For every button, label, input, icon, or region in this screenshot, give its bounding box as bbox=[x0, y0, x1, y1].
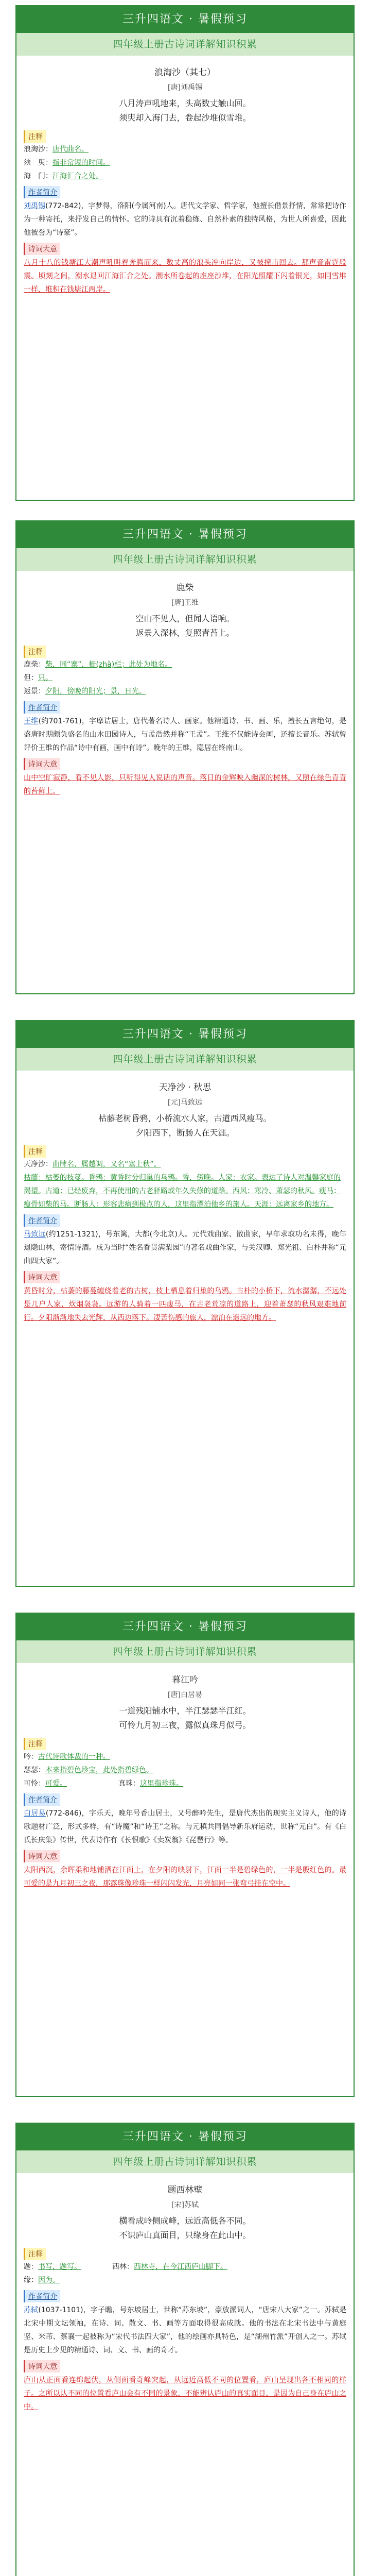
poem-author: [宋]苏轼 bbox=[171, 2201, 199, 2209]
poem-title: 浪淘沙（其七） bbox=[154, 67, 216, 78]
note-row bbox=[16, 143, 354, 156]
poem-block bbox=[16, 1663, 354, 1738]
note-value: 江海汇合之处。 bbox=[52, 172, 103, 180]
note-row bbox=[16, 1171, 354, 1211]
translation bbox=[16, 1283, 354, 1328]
note-value: 书写，题写。 bbox=[38, 2263, 81, 2271]
note-row bbox=[16, 1777, 354, 1790]
note-value: 西林寺，在今江西庐山脚下。 bbox=[134, 2263, 227, 2271]
bio-name: 王维 bbox=[24, 717, 39, 725]
bio-name: 刘禹锡 bbox=[24, 202, 46, 210]
translation-text: 八月十八的钱塘江大潮声吼叫着奔腾而来，数丈高的浪头冲向岸边，又被撞击回去。那声音雷霆般震。顷刻之间，潮水退回江海汇合之处。潮水所卷起的座座沙堆，在阳光照耀下闪着银光，如同雪堆一样，堆积在钱塘江两岸。 bbox=[24, 259, 346, 294]
note-value: 可爱。 bbox=[45, 1780, 67, 1788]
note-key: 天净沙： bbox=[24, 1160, 52, 1168]
poem-line: 一道残阳铺水中，半江瑟瑟半江红。 bbox=[119, 1706, 251, 1716]
notes-label: 注释 bbox=[24, 2248, 46, 2260]
note-key: 瑟瑟： bbox=[24, 1766, 45, 1774]
card-subheader: 四年级上册古诗词详解知识积累 bbox=[16, 2150, 354, 2173]
notes-label: 注释 bbox=[24, 1145, 46, 1158]
note-key: 吟： bbox=[24, 1753, 38, 1761]
card-subheader: 四年级上册古诗词详解知识积累 bbox=[16, 548, 354, 571]
bio-text: (1037-1101)，字子瞻，号东坡居士，世称“苏东坡”，豪放派词人，“唐宋八大家”之一。苏轼是北宋中期文坛领袖，在诗、词、散文、书、画等方面取得很高成就。他的书法在北宋书法中与黄庭坚、米芾、蔡襄一起被称为“宋代书法四大家”，他的绘画亦具特色，是“湖州竹派”开创人之一。苏轼是历史上少见的精通诗、词、文、书、画的奇才。 bbox=[24, 2306, 346, 2354]
bio-label: 作者简介 bbox=[24, 186, 60, 198]
card-subheader: 四年级上册古诗词详解知识积累 bbox=[16, 33, 354, 56]
poem-card-2 bbox=[15, 520, 355, 994]
note-value: 本来指碧色珍宝，此处指碧绿色。 bbox=[45, 1766, 153, 1774]
translation-label: 诗词大意 bbox=[24, 2360, 60, 2372]
poem-block bbox=[16, 571, 354, 646]
poem-line: 返景入深林，复照青苔上。 bbox=[135, 628, 235, 638]
card-header: 三升四语文 · 暑假预习 bbox=[16, 2124, 354, 2150]
bio-text: (约701-761)，字摩诘居士，唐代著名诗人、画家。他精通诗、书、画、乐，擅长五言绝句，是盛唐时期颇负盛名的山水田园诗人，与孟浩然并称“王孟”。王维不仅能诗会画，还擅长音乐。苏轼曾评价王维的作品“诗中有画，画中有诗”。晚年的王维，隐居在终南山。 bbox=[24, 717, 347, 752]
author-bio bbox=[16, 198, 354, 243]
note-row bbox=[16, 170, 354, 183]
bio-name: 马致远 bbox=[24, 1230, 46, 1239]
note-row bbox=[16, 1764, 354, 1777]
bio-label: 作者简介 bbox=[24, 1793, 60, 1806]
poem-author: [元]马致远 bbox=[168, 1098, 202, 1107]
note-row bbox=[16, 156, 354, 170]
note-key: 浪淘沙： bbox=[24, 145, 52, 154]
card-header: 三升四语文 · 暑假预习 bbox=[16, 1021, 354, 1048]
notes-label: 注释 bbox=[24, 646, 46, 658]
bio-label: 作者简介 bbox=[24, 2290, 60, 2302]
note-key: 海 门： bbox=[24, 172, 52, 180]
poem-line: 横看成岭侧成峰，远近高低各不同。 bbox=[119, 2216, 251, 2226]
card-subheader: 四年级上册古诗词详解知识积累 bbox=[16, 1640, 354, 1663]
poem-card-5 bbox=[15, 2123, 355, 2576]
poem-title: 鹿柴 bbox=[176, 583, 194, 593]
translation-label: 诗词大意 bbox=[24, 758, 60, 770]
poem-card-4 bbox=[15, 1613, 355, 2097]
note-row bbox=[16, 671, 354, 685]
poem-line: 须臾却入海门去，卷起沙堆似雪堆。 bbox=[119, 113, 251, 123]
poem-card-3 bbox=[15, 1020, 355, 1587]
poem-line: 可怜九月初三夜，露似真珠月似弓。 bbox=[119, 1720, 251, 1730]
bio-label: 作者简介 bbox=[24, 701, 60, 714]
note-value: 这里指珍珠。 bbox=[140, 1780, 183, 1788]
notes-label: 注释 bbox=[24, 130, 46, 143]
note-value: 指非常短的时间。 bbox=[52, 159, 110, 167]
note-row bbox=[16, 2274, 354, 2287]
note-key: 西林： bbox=[112, 2263, 134, 2271]
bio-text: (772-842)，字梦得，洛阳(今属河南)人。唐代文学家、哲学家，他擅长借景抒情，常常把诗作为一种寄托，来抒发自己的情怀。它的诗具有沉着稳练、自然朴素的独特风格，为世人所喜爱，因此他被誉为“诗豪”。 bbox=[24, 202, 347, 237]
card-header: 三升四语文 · 暑假预习 bbox=[16, 521, 354, 548]
poem-line: 枯藤老树昏鸦，小桥流水人家，古道西风瘦马。 bbox=[98, 1113, 272, 1123]
note-key: 鹿柴： bbox=[24, 660, 45, 669]
note-key: 真珠： bbox=[118, 1780, 140, 1788]
translation-label: 诗词大意 bbox=[24, 243, 60, 255]
author-bio bbox=[16, 714, 354, 758]
translation-label: 诗词大意 bbox=[24, 1271, 60, 1283]
poem-title: 天净沙 · 秋思 bbox=[158, 1082, 212, 1093]
note-row bbox=[16, 1750, 354, 1764]
poem-line: 不识庐山真面目，只缘身在此山中。 bbox=[119, 2230, 251, 2240]
bio-name: 白居易 bbox=[24, 1809, 46, 1818]
card-subheader: 四年级上册古诗词详解知识积累 bbox=[16, 1048, 354, 1071]
poem-author: [唐]王维 bbox=[171, 599, 199, 607]
note-key: 返景： bbox=[24, 687, 45, 696]
note-value: 夕阳，傍晚的阳光；景，日光。 bbox=[45, 687, 146, 696]
translation bbox=[16, 1862, 354, 1893]
translation bbox=[16, 2372, 354, 2417]
note-row bbox=[16, 658, 354, 671]
translation bbox=[16, 770, 354, 801]
note-key: 缘： bbox=[24, 2276, 38, 2284]
poem-line: 空山不见人，但闻人语响。 bbox=[135, 614, 235, 623]
bio-label: 作者简介 bbox=[24, 1214, 60, 1227]
note-key: 可怜： bbox=[24, 1780, 45, 1788]
note-value: 只。 bbox=[38, 674, 52, 682]
note-value: 古代诗歌体裁的一种。 bbox=[38, 1753, 110, 1761]
poem-title: 题西林壁 bbox=[167, 2185, 203, 2195]
note-row bbox=[16, 1158, 354, 1171]
author-bio bbox=[16, 1227, 354, 1271]
note-row bbox=[16, 685, 354, 698]
note-value: 因为。 bbox=[38, 2276, 60, 2284]
note-value: 柴，同“寨”，栅(zhà)栏；此处为地名。 bbox=[45, 660, 172, 669]
bio-text: (约1251-1321)，号东篱，大都(今北京)人。元代戏曲家、散曲家，早年求取功名未得，晚年退隐山林，寄情诗酒。成为当时“姓名香贯满梨园”的著名戏曲作家，与关汉卿、郑光祖、白朴并称“元曲四大家”。 bbox=[24, 1230, 347, 1265]
bio-name: 苏轼 bbox=[24, 2306, 39, 2314]
card-header: 三升四语文 · 暑假预习 bbox=[16, 1614, 354, 1640]
poem-block bbox=[16, 2173, 354, 2248]
poem-card-1 bbox=[15, 5, 355, 501]
poem-title: 暮江吟 bbox=[172, 1675, 198, 1685]
translation-text: 黄昏时分，枯萎的藤蔓缠绕着老的古树，枝上栖息着归巢的乌鸦。古朴的小桥下，流水潺潺，不远处是几户人家，炊烟袅袅。远游的人骑着一匹瘦马，在古老荒凉的道路上，迎着萧瑟的秋风艰难地前行。夕阳渐渐地失去光辉，从西边落下。凄苦伤感的旅人，漂泊在遥远的地方。 bbox=[24, 1287, 346, 1322]
note-value: 枯藤：枯萎的枝蔓。昏鸦：黄昏时分归巢的乌鸦。昏，傍晚。人家：农家。表达了诗人对温馨家庭的渴望。古道：已经废弃，不再使用的古老驿路或年久失修的道路。西风：寒冷、萧瑟的秋风。瘦马：瘦骨如柴的马。断肠人：形容悲痛到极点的人，这里指漂泊他乡的旅人。天涯：远离家乡的地方。 bbox=[24, 1174, 341, 1209]
poem-line: 八月涛声吼地来，头高数丈触山回。 bbox=[119, 98, 251, 108]
translation bbox=[16, 255, 354, 299]
poem-block bbox=[16, 1071, 354, 1145]
card-header: 三升四语文 · 暑假预习 bbox=[16, 6, 354, 33]
poem-line: 夕阳西下，断肠人在天涯。 bbox=[135, 1128, 235, 1138]
poem-block bbox=[16, 56, 354, 130]
bio-text: (772-846)，字乐天，晚年号香山居士，又号醉吟先生，是唐代杰出的现实主义诗人，他的诗歌题材广泛，形式多样，有“诗魔”和“诗王”之称。与元稹共同倡导新乐府运动，世称“元白”。有《白氏长庆集》传世，代表诗作有《长恨歌》《卖炭翁》《琵琶行》等。 bbox=[24, 1809, 346, 1844]
author-bio bbox=[16, 2302, 354, 2360]
notes-label: 注释 bbox=[24, 1738, 46, 1750]
note-value: 唐代曲名。 bbox=[52, 145, 89, 154]
translation-text: 庐山从正面看连绵起伏，从侧面看奇峰突起，从远近高低不同的位置看，庐山呈现出各不相同的样子。之所以认不同的位置看庐山会有不同的景象，不能辨认庐山的真实面目，是因为自己身在庐山之中。 bbox=[24, 2376, 346, 2411]
note-key: 但： bbox=[24, 674, 38, 682]
translation-label: 诗词大意 bbox=[24, 1850, 60, 1862]
translation-text: 太阳西沉，余晖柔和地铺洒在江面上，在夕阳的映射下，江面一半是碧绿色的，一半是殷红色的。最可爱的是九月初三之夜，那露珠像珍珠一样闪闪发光，月亮如同一张弯弓挂在空中。 bbox=[24, 1866, 346, 1888]
poem-author: [唐]白居易 bbox=[168, 1691, 202, 1699]
note-value: 曲牌名，属越调，又名“塞上秋”。 bbox=[52, 1160, 161, 1168]
poem-author: [唐]刘禹锡 bbox=[168, 83, 202, 92]
note-key: 须 臾： bbox=[24, 159, 52, 167]
author-bio bbox=[16, 1806, 354, 1850]
note-key: 题： bbox=[24, 2263, 38, 2271]
note-row bbox=[16, 2260, 354, 2274]
translation-text: 山中空旷寂静，看不见人影，只听得见人说话的声音。落日的金辉映入幽深的树林，又照在绿色青青的苔藓上。 bbox=[24, 774, 346, 795]
